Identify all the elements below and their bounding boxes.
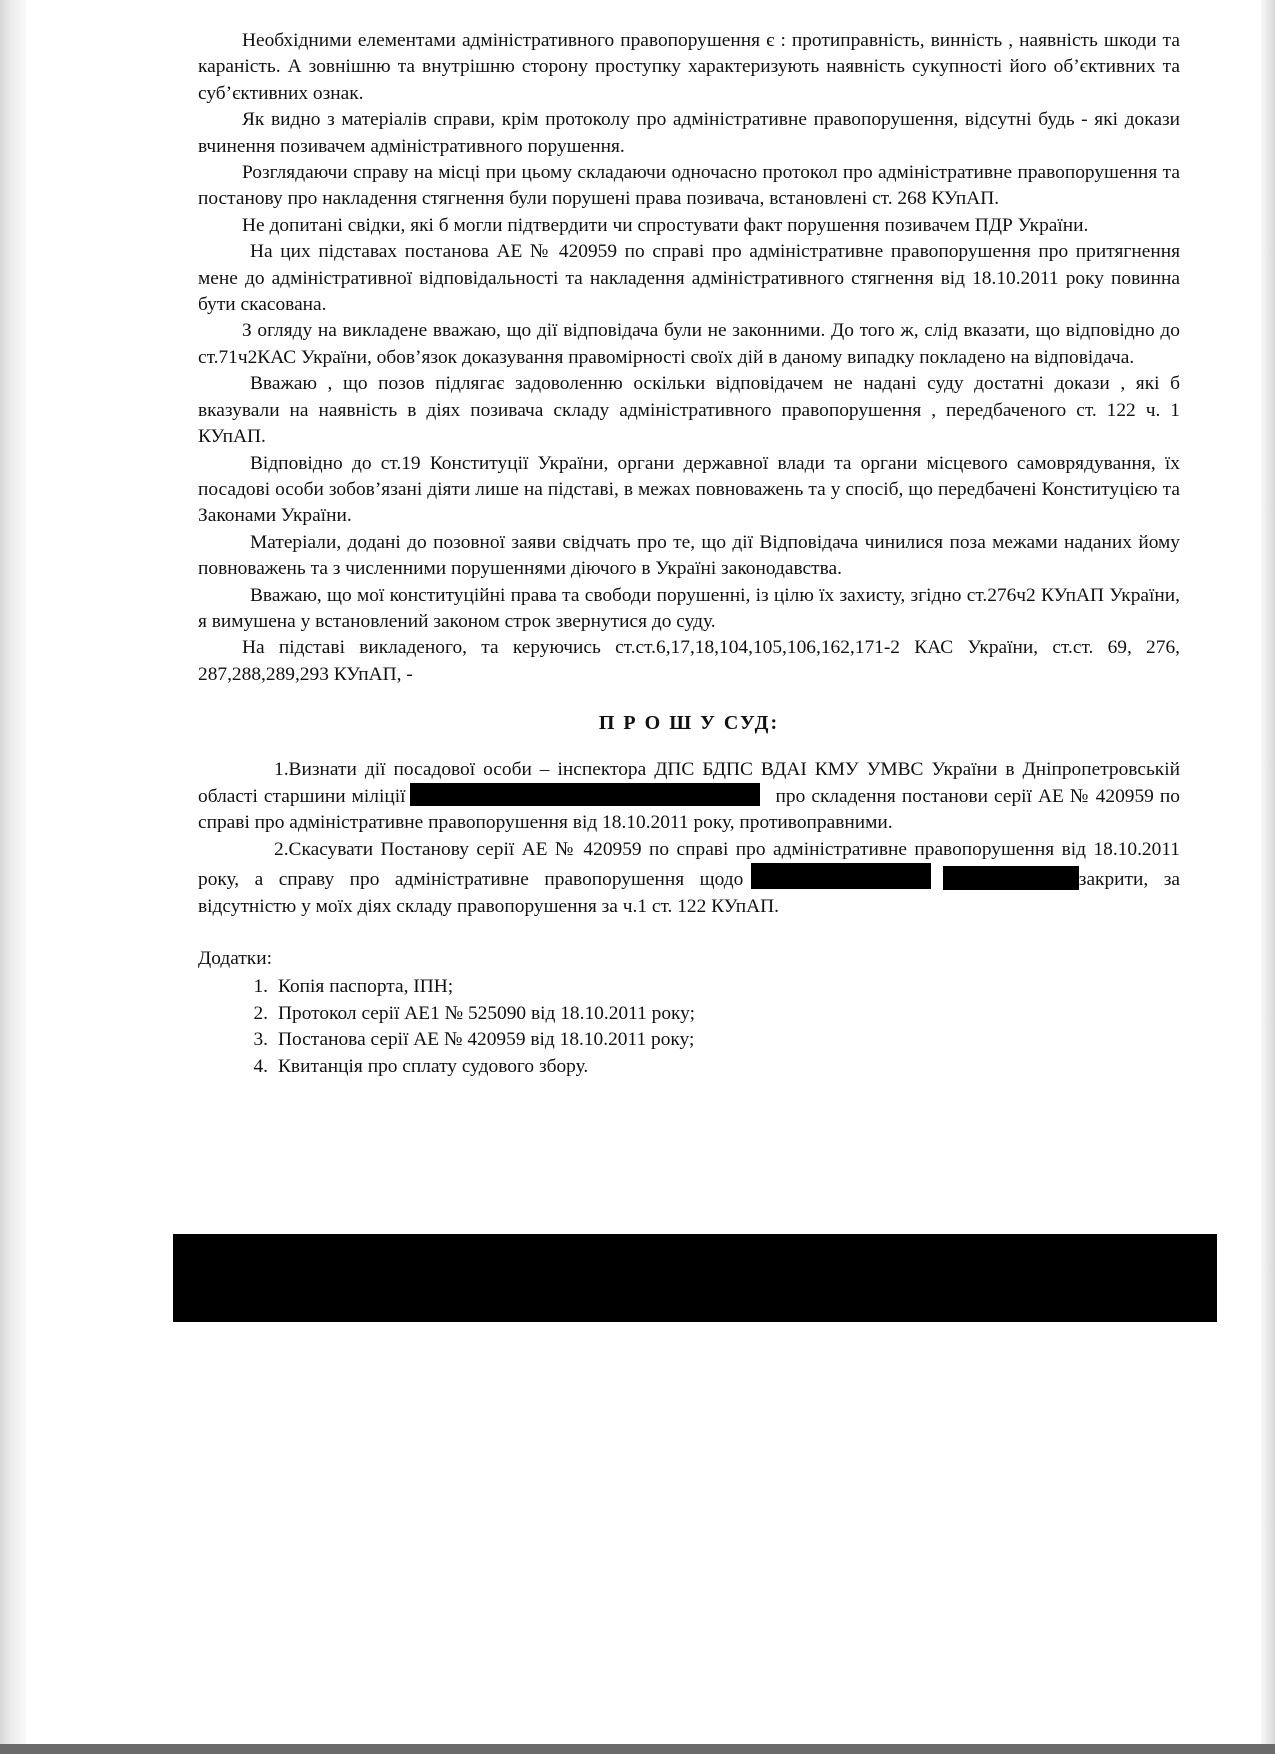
paragraph: Вважаю, що мої конституційні права та свободи порушенні, із цілю їх захисту, згідно ст.276ч2 КУпАП України, я вимушена у встановлений законом строк звернутися до суду. — [198, 584, 1180, 632]
paragraph: Необхідними елементами адміністративного правопорушення є : протиправність, винність , наявність шкоди та караність. А зовнішню та внутрішню сторону проступку характеризують наявність сукупності його об’єктивних та суб’єктивних ознак. — [198, 30, 1180, 104]
request-item-1-text-after: про складення постанови серії АЕ № 420959 по справі про адміністративне правопорушення від 18.10.2011 року, противоправними. — [198, 785, 1180, 834]
redaction-block — [943, 866, 1079, 890]
request-item-2-text-after: закрити, за відсутністю у моїх діях складу правопорушення за ч.1 ст. 122 КУпАП. — [198, 869, 1180, 917]
paragraph: Вважаю , що позов підлягає задоволенню оскільки відповідачем не надані суду достатні докази , які б вказували на наявність в діях позивача складу адміністративного правопорушення , передбаченого ст. 122 ч. 1 КУпАП. — [198, 373, 1180, 448]
document-body — [198, 28, 1180, 1080]
paragraph: На підставі викладеного, та керуючись ст.ст.6,17,18,104,105,106,162,171-2 КАС України, ст.ст. 69, 276, 287,288,289,293 КУпАП, - — [198, 637, 1180, 685]
list-item-number: 4. — [253, 1055, 268, 1077]
paragraph: Відповідно до ст.19 Конституції України, органи державної влади та органи місцевого самоврядування, їх посадові особи зобов’язані діяти лише на підставі, в межах повноважень та у спосіб, що передбачені Конституцією та Законами України. — [198, 452, 1180, 527]
scan-shadow-left — [0, 0, 26, 1754]
list-item-number: 2. — [253, 1002, 268, 1024]
paragraph: На цих підставах постанова АЕ № 420959 по справі про адміністративне правопорушення про притягнення мене до адміністративної відповідальності та накладення адміністративного стягнення від 18.10.2011 року повинна бути скасована. — [198, 241, 1180, 316]
redaction-block — [751, 863, 931, 889]
request-item-1-text-before: 1.Визнати дії посадової особи – інспектора ДПС БДПС ВДАІ КМУ УМВС України в Дніпропетровській області старшини міліції — [198, 758, 1180, 807]
request-title: П Р О Ш У СУД: — [598, 712, 780, 735]
signature-redaction-block — [173, 1234, 1217, 1322]
list-item — [224, 1054, 1180, 1080]
scan-edge-bottom — [0, 1744, 1275, 1754]
request-item-2 — [198, 837, 1180, 920]
redaction-block — [410, 783, 760, 806]
list-item-text: Квитанція про сплату судового збору. — [278, 1055, 589, 1077]
paragraph: Розглядаючи справу на місці при цьому складаючи одночасно протокол про адміністративне правопорушення та постанову про накладення стягнення були порушені права позивача, встановлені ст. 268 КУпАП. — [198, 162, 1180, 210]
attachments-list — [198, 974, 1180, 1080]
list-item-text: Постанова серії АЕ № 420959 від 18.10.2011 року; — [278, 1029, 695, 1051]
request-item-2-text-before: 2.Скасувати Постанову серії АЕ № 420959 по справі про адміністративне правопорушення від 18.10.2011 року, а справу про адміністративне правопорушення щодо — [198, 838, 1180, 891]
list-item — [224, 974, 1180, 1000]
list-item-number: 1. — [253, 976, 268, 998]
attachments-title: Додатки: — [198, 948, 272, 969]
paragraph: Як видно з матеріалів справи, крім протоколу про адміністративне правопорушення, відсутні будь - які докази вчинення позивачем адміністративного порушення. — [198, 109, 1180, 157]
request-item-1 — [198, 757, 1180, 837]
paragraph: З огляду на викладене вважаю, що дії відповідача були не законними. До того ж, слід вказати, що відповідно до ст.71ч2КАС України, обов’язок доказування правомірності своїх дій в даному випадку покладено на відповідача. — [198, 320, 1180, 368]
paragraph: Матеріали, додані до позовної заяви свідчать про те, що дії Відповідача чинилися поза межами наданих йому повноважень та з численними порушеннями діючого в Україні законодавства. — [198, 531, 1180, 580]
list-item-number: 3. — [253, 1029, 268, 1051]
paragraph: Не допитані свідки, які б могли підтвердити чи спростувати факт порушення позивачем ПДР України. — [242, 214, 1089, 236]
list-item-text: Протокол серії АЕ1 № 525090 від 18.10.2011 року; — [278, 1002, 695, 1024]
list-item — [224, 1001, 1180, 1027]
list-item-text: Копія паспорта, ІПН; — [278, 976, 454, 998]
list-item — [224, 1027, 1180, 1053]
scan-shadow-right — [1261, 0, 1275, 1754]
